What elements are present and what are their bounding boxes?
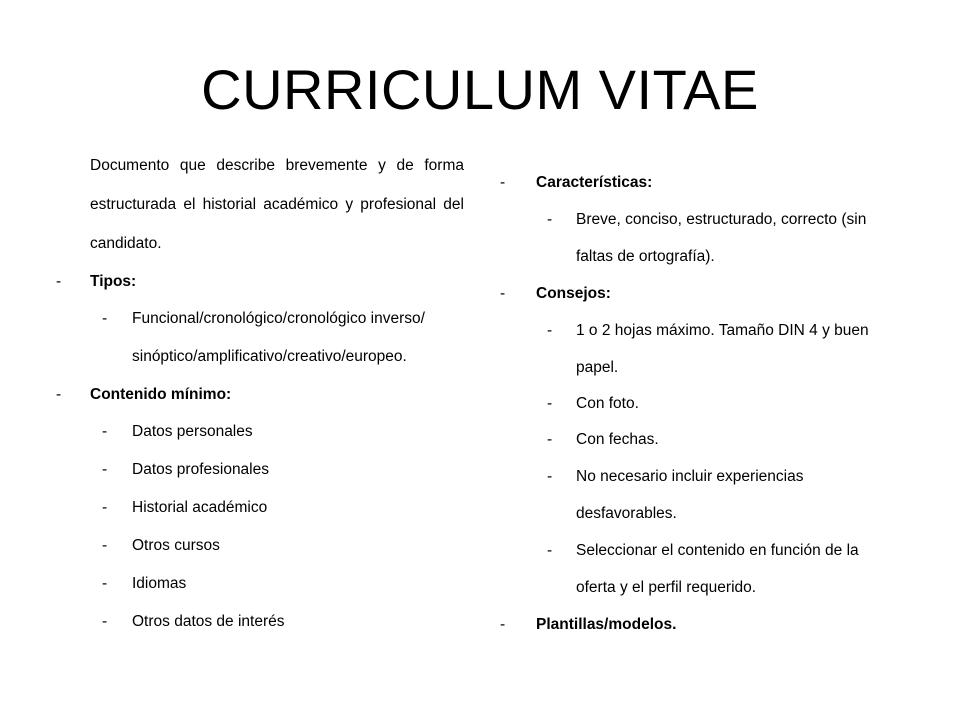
bullet-dash: - xyxy=(547,211,553,228)
bullet-dash: - xyxy=(102,461,108,478)
bullet-dash: - xyxy=(102,310,108,327)
list-item-text: Idiomas xyxy=(132,575,187,592)
section-consejos xyxy=(497,275,897,312)
bullet-dash: - xyxy=(547,542,553,559)
bullet-dash: - xyxy=(56,386,62,403)
bullet-dash: - xyxy=(56,273,62,290)
list-item-text: Datos personales xyxy=(132,423,253,440)
list-item-text: Funcional/cronológico/cronológico inverso/ sinóptico/amplificativo/creativo/europeo. xyxy=(132,310,425,365)
list-item-text: 1 o 2 hojas máximo. Tamaño DIN 4 y buen papel. xyxy=(576,322,869,376)
bullet-dash: - xyxy=(500,616,506,633)
bullet-dash: - xyxy=(547,395,553,412)
list-item-text: Otros cursos xyxy=(132,537,220,554)
list-item xyxy=(497,532,897,606)
bullet-dash: - xyxy=(547,468,553,485)
list-item-text: Seleccionar el contenido en función de la oferta y el perfil requerido. xyxy=(576,542,859,596)
intro-paragraph: Documento que describe brevemente y de forma estructurada el historial académico y profesional del candidato. xyxy=(90,157,464,252)
list-item xyxy=(52,413,464,451)
list-item-text: Con foto. xyxy=(576,395,639,412)
section-tipos xyxy=(52,263,464,300)
bullet-dash: - xyxy=(102,499,108,516)
list-item-text: Otros datos de interés xyxy=(132,613,285,630)
list-item xyxy=(52,489,464,527)
section-label: Plantillas/modelos. xyxy=(536,616,677,633)
list-item xyxy=(52,300,464,376)
list-item xyxy=(497,201,897,275)
list-item-text: Datos profesionales xyxy=(132,461,269,478)
bullet-dash: - xyxy=(547,431,553,448)
list-item xyxy=(497,312,897,386)
section-plantillas xyxy=(497,606,897,643)
section-label: Contenido mínimo: xyxy=(90,386,232,403)
list-item xyxy=(52,603,464,641)
list-item xyxy=(52,451,464,489)
list-item-text: Breve, conciso, estructurado, correcto (sin faltas de ortografía). xyxy=(576,211,867,265)
section-caracteristicas xyxy=(497,164,897,201)
list-item xyxy=(497,422,897,458)
list-item xyxy=(497,458,897,532)
list-item xyxy=(52,527,464,565)
list-item xyxy=(52,565,464,603)
bullet-dash: - xyxy=(102,575,108,592)
bullet-dash: - xyxy=(102,537,108,554)
right-column xyxy=(497,164,897,643)
section-contenido-minimo xyxy=(52,376,464,413)
section-label: Características: xyxy=(536,174,653,191)
list-item-text: Con fechas. xyxy=(576,431,659,448)
list-item-text: Historial académico xyxy=(132,499,268,516)
section-label: Consejos: xyxy=(536,285,611,302)
list-item-text: No necesario incluir experiencias desfavorables. xyxy=(576,468,804,522)
bullet-dash: - xyxy=(547,322,553,339)
bullet-dash: - xyxy=(500,174,506,191)
section-label: Tipos: xyxy=(90,273,137,290)
bullet-dash: - xyxy=(102,423,108,440)
bullet-dash: - xyxy=(500,285,506,302)
list-item xyxy=(497,386,897,422)
slide-title: CURRICULUM VITAE xyxy=(201,58,759,121)
left-column xyxy=(52,146,464,641)
bullet-dash: - xyxy=(102,613,108,630)
